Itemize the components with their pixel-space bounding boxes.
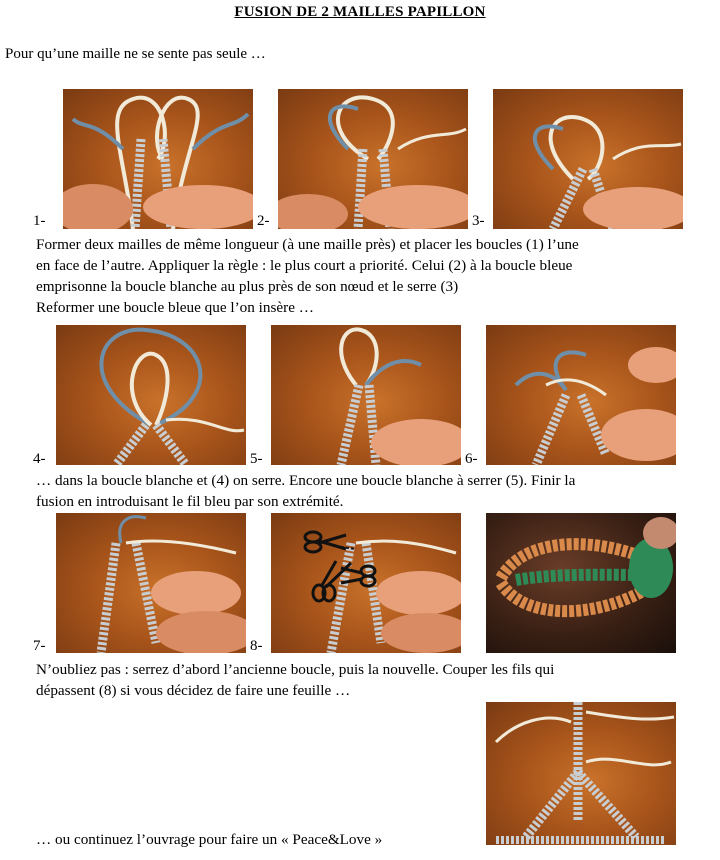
paragraph-2: … dans la boucle blanche et (4) on serre. Encore une boucle blanche à serrer (5). Finir la fusion en introduisant le fil bleu par son extrémité.	[36, 472, 576, 510]
step-number-2: 2-	[257, 213, 270, 229]
step-photo-8	[271, 513, 461, 653]
step-photo-4	[56, 325, 246, 465]
step-photo-1	[63, 89, 253, 229]
step-photo-5	[271, 325, 461, 465]
paragraph-3: N’oubliez pas : serrez d’abord l’ancienne boucle, puis la nouvelle. Couper les fils qui dépassent (8) si vous décidez de faire une feuille …	[36, 661, 555, 699]
paragraph-4: … ou continuez l’ouvrage pour faire un « Peace&Love »	[36, 831, 383, 848]
step-number-4: 4-	[33, 451, 46, 467]
step-number-3: 3-	[472, 213, 485, 229]
step-photo-3	[493, 89, 683, 229]
result-photo-beaded-leaf	[486, 513, 676, 653]
paragraph-1: Former deux mailles de même longueur (à une maille près) et placer les boucles (1) l’une en face de l’autre. Appliquer la règle : le plus court a priorité. Celui (2) à la boucle bleue emprisonne la boucle blanche au plus près de son nœud et le serre (3) Reformer une boucle bleue que l’on insère …	[36, 236, 579, 316]
step-number-7: 7-	[33, 638, 46, 654]
result-photo-peace-love	[486, 702, 676, 845]
step-number-5: 5-	[250, 451, 263, 467]
step-photo-2	[278, 89, 468, 229]
step-number-1: 1-	[33, 213, 46, 229]
page-title: FUSION DE 2 MAILLES PAPILLON	[234, 4, 486, 20]
step-photo-6	[486, 325, 676, 465]
step-number-8: 8-	[250, 638, 263, 654]
step-number-6: 6-	[465, 451, 478, 467]
step-photo-7	[56, 513, 246, 653]
intro-text: Pour qu’une maille ne se sente pas seule …	[5, 46, 266, 62]
